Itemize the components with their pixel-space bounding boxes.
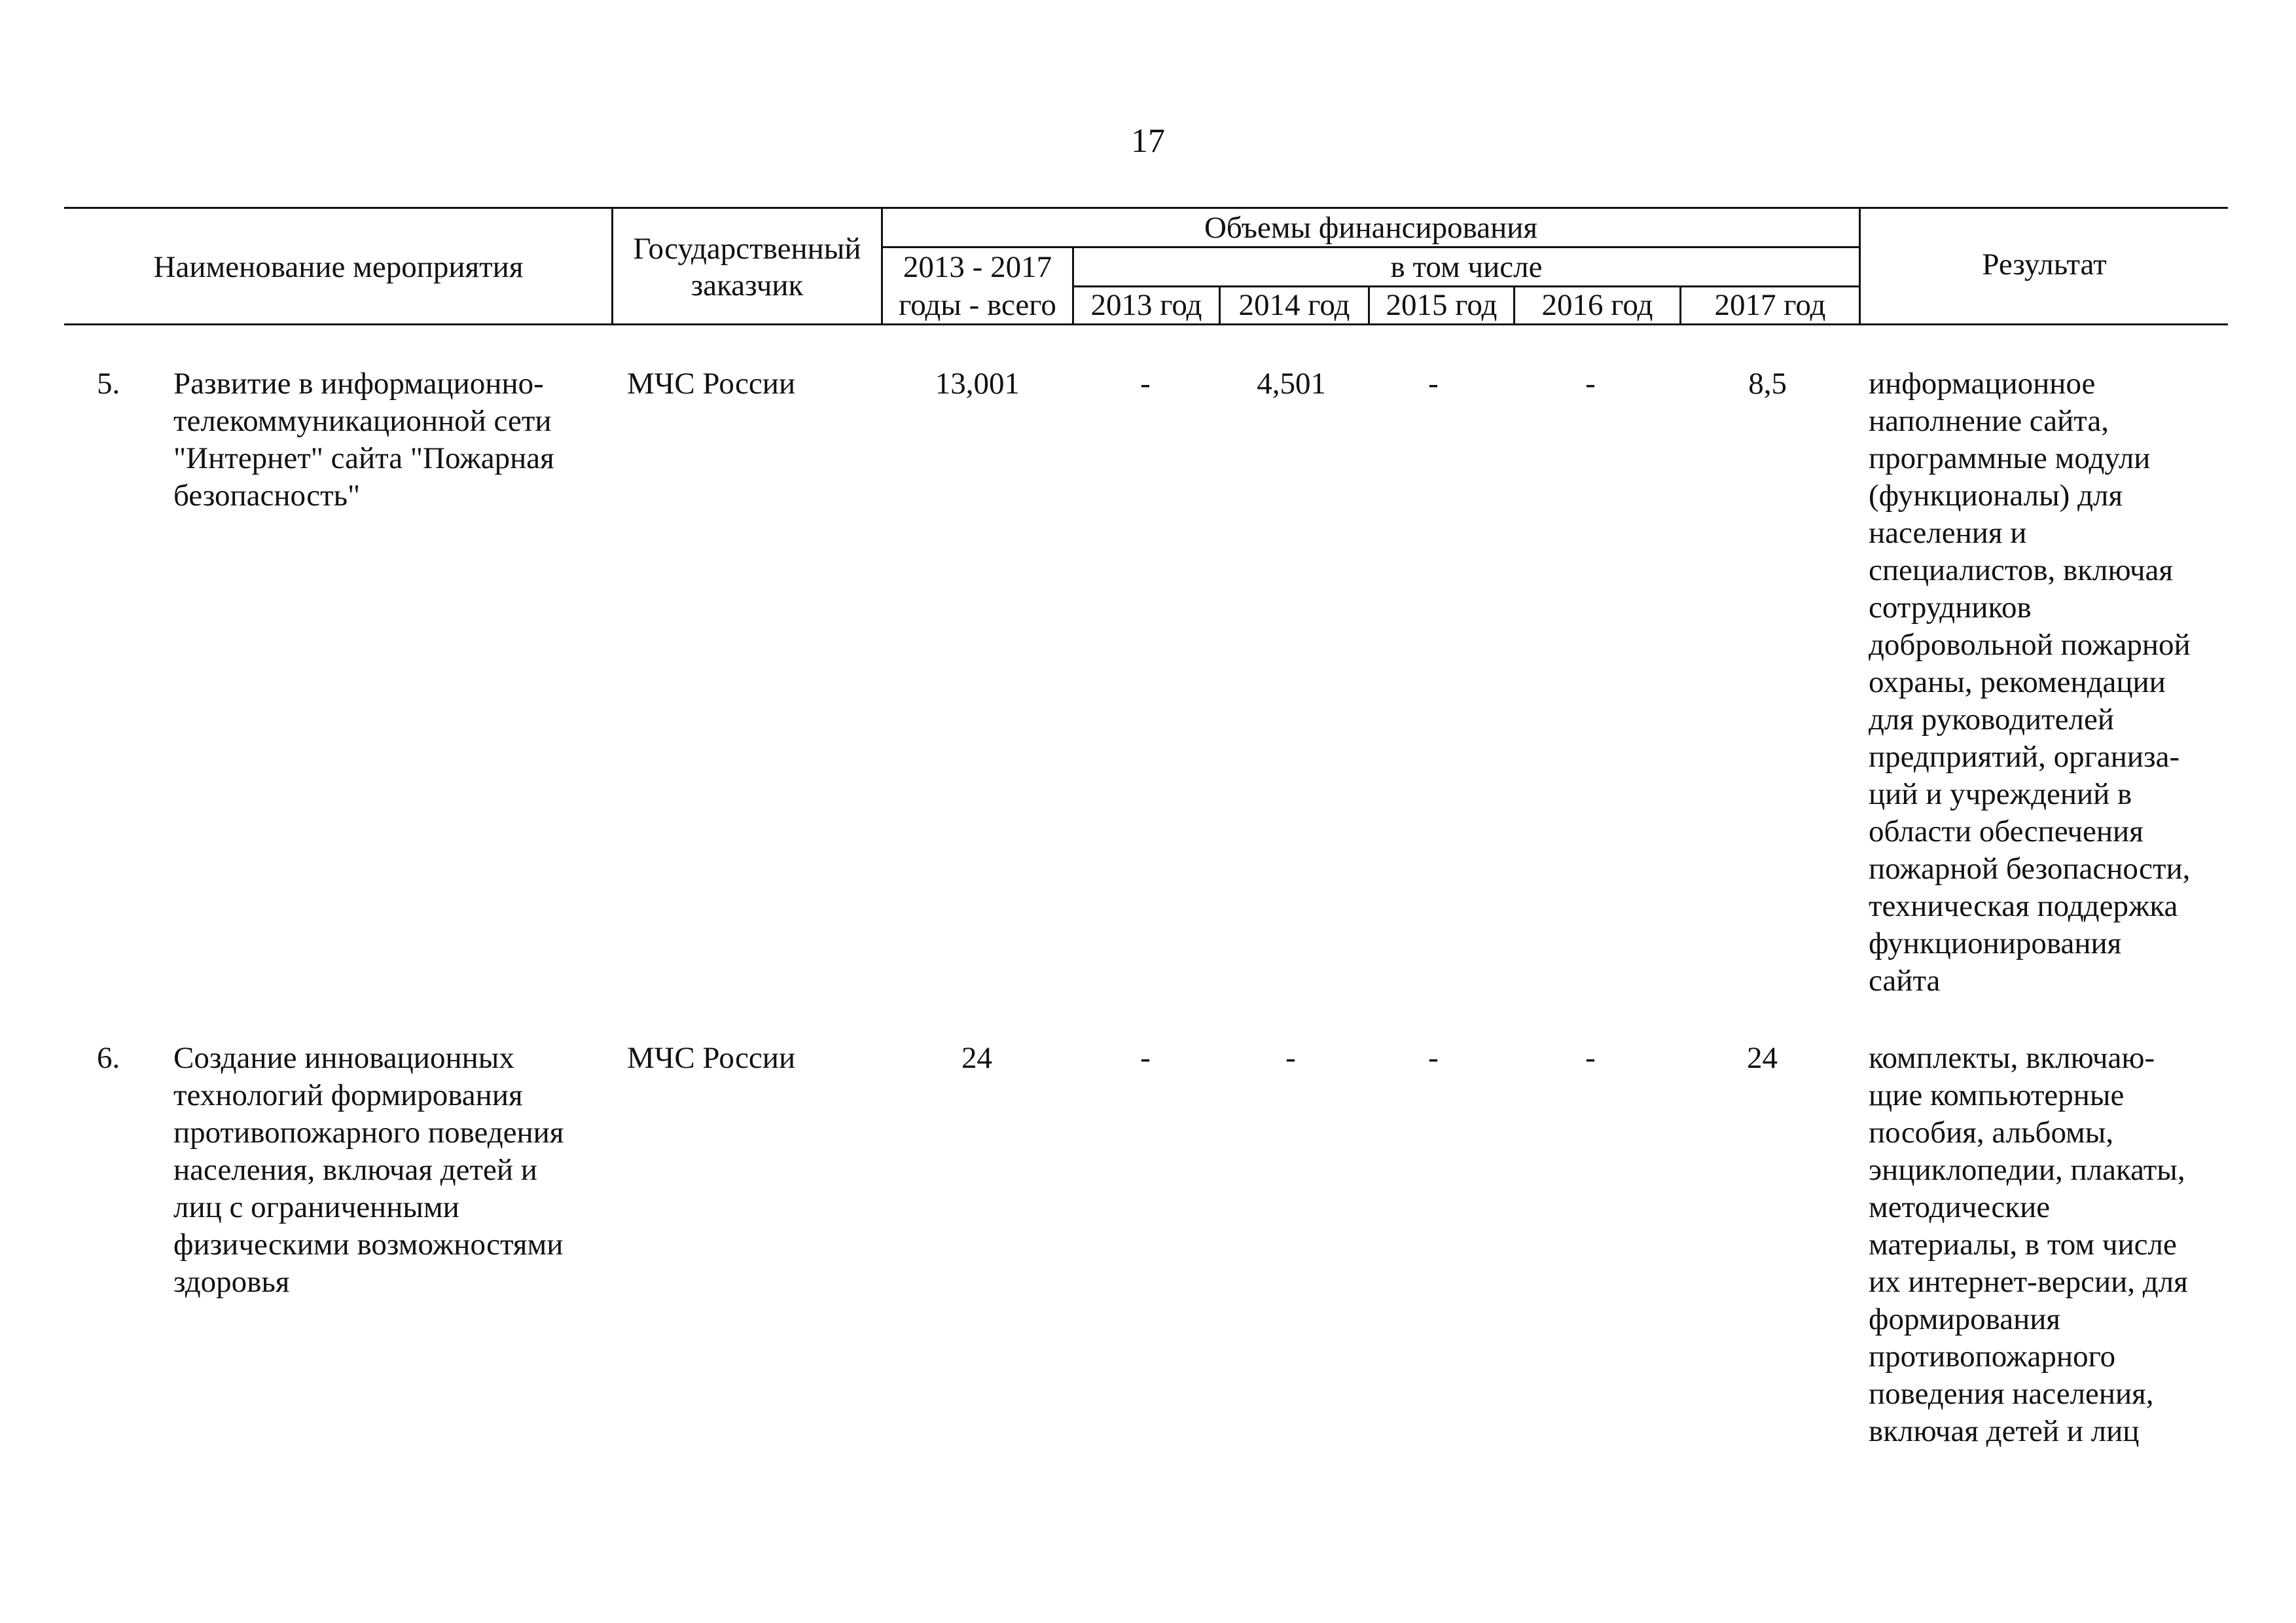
row-2014: 4,501 — [1257, 367, 1326, 401]
header-year-2017: 2017 год — [1714, 288, 1826, 322]
row-customer: МЧС России — [627, 367, 796, 401]
row-name-line: Развитие в информационно- — [173, 367, 544, 401]
row-result-line: населения и — [1869, 516, 2027, 550]
header-including: в том числе — [1390, 250, 1543, 284]
including-rule — [1073, 285, 1860, 287]
header-total-line2: годы - всего — [899, 288, 1056, 322]
row-name-line: противопожарного поведения — [173, 1116, 564, 1150]
row-2013: - — [1140, 1041, 1151, 1075]
row-name-line: здоровья — [173, 1265, 290, 1299]
row-result-line: противопожарного — [1869, 1340, 2116, 1374]
row-result — [1869, 365, 2191, 1000]
row-result-line: пожарной безопасности, — [1869, 852, 2191, 886]
row-customer: МЧС России — [627, 1041, 796, 1075]
row-total: 24 — [961, 1041, 992, 1075]
row-result-line: пособия, альбомы, — [1869, 1116, 2114, 1150]
row-result-line: сайта — [1869, 964, 1941, 998]
row-result-line: техническая поддержка — [1869, 889, 2178, 923]
row-name — [173, 1040, 564, 1301]
row-2016: - — [1585, 1041, 1596, 1075]
row-result-line: ций и учреждений в — [1869, 777, 2132, 811]
row-result-line: щие компьютерные — [1869, 1078, 2125, 1112]
row-result-line: для руководителей — [1869, 702, 2115, 737]
row-result-line: специалистов, включая — [1869, 553, 2173, 587]
col-divider-name — [611, 207, 613, 325]
header-total-line1: 2013 - 2017 — [903, 250, 1052, 284]
row-2016: - — [1585, 367, 1596, 401]
row-result — [1869, 1040, 2188, 1450]
row-result-line: поведения населения, — [1869, 1377, 2154, 1411]
row-result-line: области обеспечения — [1869, 814, 2144, 848]
row-result-line: предприятий, организа- — [1869, 740, 2180, 774]
row-result-line: информационное — [1869, 367, 2096, 401]
header-result: Результат — [1982, 247, 2107, 282]
header-funding: Объемы финансирования — [1204, 211, 1538, 245]
table-top-rule — [64, 207, 2228, 209]
row-number: 5. — [97, 367, 120, 401]
row-2013: - — [1140, 367, 1151, 401]
row-name-line: "Интернет" сайта "Пожарная — [173, 441, 554, 475]
row-name-line: телекоммуникационной сети — [173, 404, 552, 438]
row-name-line: безопасность" — [173, 479, 361, 513]
row-result-line: программные модули — [1869, 441, 2151, 475]
header-year-2015: 2015 год — [1386, 288, 1498, 322]
row-result-line: формирования — [1869, 1302, 2060, 1336]
header-year-2014: 2014 год — [1238, 288, 1350, 322]
row-total: 13,001 — [935, 367, 1020, 401]
row-2015: - — [1428, 367, 1439, 401]
row-result-line: включая детей и лиц — [1869, 1414, 2140, 1448]
row-result-line: добровольной пожарной — [1869, 628, 2191, 662]
row-name-line: Создание инновационных — [173, 1041, 514, 1075]
row-name-line: физическими возможностями — [173, 1228, 564, 1262]
row-result-line: функционирования — [1869, 926, 2122, 960]
header-customer-line1: Государственный — [633, 232, 861, 266]
header-year-2016: 2016 год — [1541, 288, 1653, 322]
funding-rule — [882, 246, 1860, 248]
row-result-line: материалы, в том числе — [1869, 1228, 2177, 1262]
row-number: 6. — [97, 1041, 120, 1075]
row-2015: - — [1428, 1041, 1439, 1075]
header-customer-line2: заказчик — [691, 268, 804, 302]
row-result-line: их интернет-версии, для — [1869, 1265, 2188, 1299]
row-result-line: энциклопедии, плакаты, — [1869, 1153, 2185, 1187]
row-2017: 24 — [1747, 1041, 1778, 1075]
row-result-line: методические — [1869, 1190, 2051, 1224]
row-result-line: сотрудников — [1869, 591, 2032, 625]
row-2014: - — [1285, 1041, 1296, 1075]
row-result-line: наполнение сайта, — [1869, 404, 2109, 438]
row-result-line: (функционалы) для — [1869, 479, 2123, 513]
header-year-2013: 2013 год — [1090, 288, 1202, 322]
header-name: Наименование мероприятия — [153, 250, 524, 284]
row-name-line: населения, включая детей и — [173, 1153, 537, 1187]
row-result-line: охраны, рекомендации — [1869, 665, 2166, 699]
header-bottom-rule — [64, 323, 2228, 325]
row-2017: 8,5 — [1748, 367, 1787, 401]
row-name-line: лиц с ограниченными — [173, 1190, 459, 1224]
page-number: 17 — [1131, 122, 1165, 160]
row-name-line: технологий формирования — [173, 1078, 523, 1112]
row-name — [173, 365, 554, 515]
row-result-line: комплекты, включаю- — [1869, 1041, 2155, 1075]
